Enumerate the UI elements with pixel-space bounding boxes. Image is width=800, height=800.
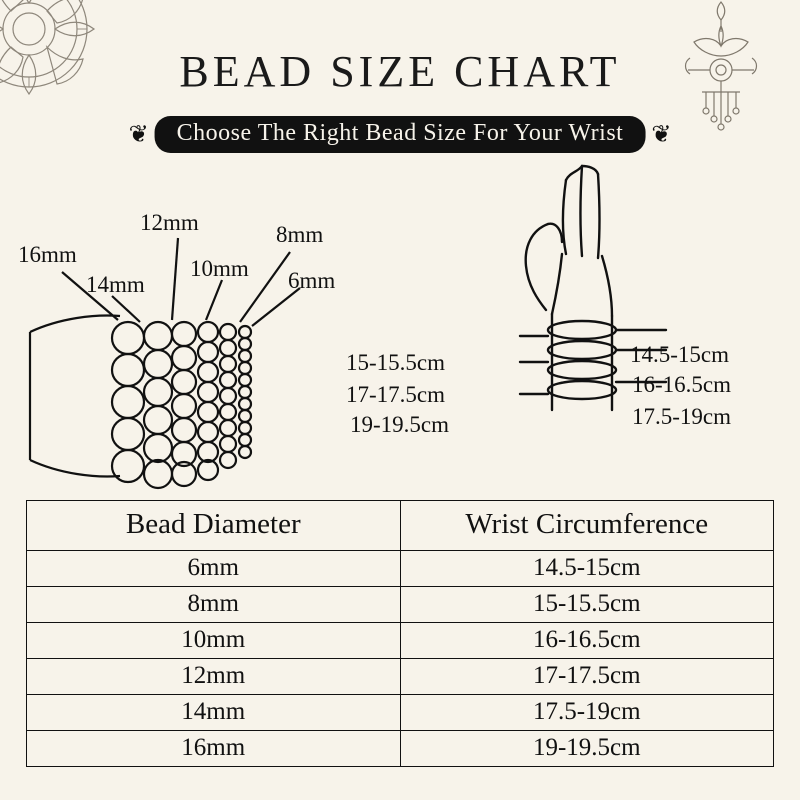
subtitle-text: Choose The Right Bead Size For Your Wrist — [155, 116, 646, 153]
table-row — [27, 731, 774, 767]
wrist-label-left-17-17_5cm: 17-17.5cm — [346, 382, 446, 407]
cell-wrist-circumference: 14.5-15cm — [400, 551, 774, 587]
table-row — [27, 587, 774, 623]
flourish-left-icon: ❦ — [128, 121, 149, 148]
table-row — [27, 623, 774, 659]
bead-label-14mm: 14mm — [86, 272, 145, 297]
cell-bead-diameter: 6mm — [27, 551, 401, 587]
cell-wrist-circumference: 17-17.5cm — [400, 659, 774, 695]
subtitle-banner — [129, 116, 672, 153]
hand-with-bracelets-illustration — [470, 150, 800, 480]
wrist-label-right-17_5-19cm: 17.5-19cm — [632, 404, 732, 429]
cell-bead-diameter: 10mm — [27, 623, 401, 659]
cell-bead-diameter: 12mm — [27, 659, 401, 695]
column-header-wrist-circumference: Wrist Circumference — [400, 501, 774, 551]
cell-bead-diameter: 8mm — [27, 587, 401, 623]
wrist-label-right-16-16_5cm: 16-16.5cm — [632, 372, 732, 397]
cell-wrist-circumference: 17.5-19cm — [400, 695, 774, 731]
cell-wrist-circumference: 19-19.5cm — [400, 731, 774, 767]
wrist-label-left-15-15_5cm: 15-15.5cm — [346, 350, 446, 375]
table-row — [27, 659, 774, 695]
diagram-area — [0, 160, 800, 490]
cell-bead-diameter: 14mm — [27, 695, 401, 731]
bead-label-12mm: 12mm — [140, 210, 199, 235]
bead-size-table — [26, 500, 774, 767]
table-row — [27, 551, 774, 587]
wrist-label-right-14_5-15cm: 14.5-15cm — [630, 342, 730, 367]
page-title: BEAD SIZE CHART — [179, 47, 621, 96]
table-header-row — [27, 501, 774, 551]
flourish-right-icon: ❦ — [651, 121, 672, 148]
bead-label-6mm: 6mm — [288, 268, 336, 293]
bead-label-16mm: 16mm — [18, 242, 77, 267]
column-header-bead-diameter: Bead Diameter — [27, 501, 401, 551]
bead-label-8mm: 8mm — [276, 222, 324, 247]
cell-bead-diameter: 16mm — [27, 731, 401, 767]
table-row — [27, 695, 774, 731]
cell-wrist-circumference: 15-15.5cm — [400, 587, 774, 623]
wrist-label-left-19-19_5cm: 19-19.5cm — [350, 412, 450, 437]
bead-label-10mm: 10mm — [190, 256, 249, 281]
cell-wrist-circumference: 16-16.5cm — [400, 623, 774, 659]
